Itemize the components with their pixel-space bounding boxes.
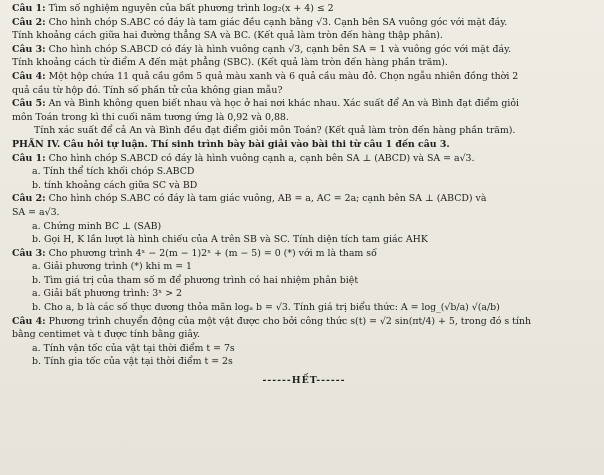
essay-3-b: b. Tìm giá trị của tham số m để phương trình có hai nhiệm phân biệt: [32, 274, 359, 286]
question-5-line: Câu 5: An và Bình không quen biết nhau và học ở hai nơi khác nhau. Xác suất để An và Bình đạt điểm giỏi: [12, 98, 520, 110]
essay-4-b: b. Tính gia tốc của vật tại thời điểm t = 2s: [32, 356, 233, 368]
essay-4-cont: bằng centimet và t được tính bằng giây.: [12, 329, 200, 341]
essay-1-a: a. Tính thể tích khối chóp S.ABCD: [32, 166, 195, 178]
question-2-cont: Tính khoảng cách giữa hai đường thẳng SA và BC. (Kết quả làm tròn đến hàng thập phân).: [12, 30, 443, 42]
essay-4-a: a. Tính vận tốc của vật tại thời điểm t = 7s: [32, 342, 235, 354]
question-4-line: Câu 4: Một hộp chứa 11 quả cầu gồm 5 quả màu xanh và 6 quả cầu màu đỏ. Chọn ngẫu nhiên đồng thời 2: [12, 70, 519, 82]
essay-1-b: b. tính khoảng cách giữa SC và BD: [32, 179, 198, 191]
question-5-cont-2: Tính xác suất để cả An và Bình đều đạt điểm giỏi môn Toán? (Kết quả làm tròn đến hàng phần trăm).: [34, 125, 516, 137]
essay-2-b: b. Gọi H, K lần lượt là hình chiếu của A trên SB và SC. Tính diện tích tam giác AHK: [32, 234, 428, 246]
essay-2-line: Câu 2: Cho hình chóp S.ABC có đáy là tam giác vuông, AB = a, AC = 2a; cạnh bên SA ⊥ (ABCD) và: [12, 193, 487, 205]
essay-3-line: Câu 3: Cho phương trình 4ˣ − 2(m − 1)2ˣ + (m − 5) = 0 (*) với m là tham số: [12, 247, 377, 259]
question-3-line: Câu 3: Cho hình chóp S.ABCD có đáy là hình vuông cạnh √3, cạnh bên SA = 1 và vuông góc với mặt đáy.: [12, 43, 512, 55]
question-4-cont: quả cầu từ hộp đó. Tính số phần tử của không gian mẫu?: [12, 84, 283, 96]
extra-a: a. Giải bất phương trình: 3ˣ > 2: [32, 288, 183, 300]
extra-b: b. Cho a, b là các số thực dương thỏa mãn logₐ b = √3. Tính giá trị biểu thức: A = log_(√b/a) √(a/b): [32, 302, 500, 314]
essay-3-a: a. Giải phương trình (*) khi m = 1: [32, 261, 192, 273]
question-2-line: Câu 2: Cho hình chóp S.ABC có đáy là tam giác đều cạnh bằng √3. Cạnh bên SA vuông góc với mặt đáy.: [12, 16, 508, 28]
question-5-cont: môn Toán trong kì thi cuối năm tương ứng là 0,92 và 0,88.: [12, 111, 289, 123]
essay-4-line: Câu 4: Phương trình chuyển động của một vật được cho bởi công thức s(t) = √2 sin(πt/4) + 5, trong đó s tính: [12, 315, 531, 327]
question-3-cont: Tính khoảng cách từ điểm A đến mặt phẳng (SBC). (Kết quả làm tròn đến hàng phần trăm).: [12, 57, 448, 69]
essay-2-a: a. Chứng minh BC ⊥ (SAB): [32, 220, 162, 232]
essay-1-line: Câu 1: Cho hình chóp S.ABCD có đáy là hình vuông cạnh a, cạnh bên SA ⊥ (ABCD) và SA = a√3.: [12, 152, 475, 164]
essay-2-cont: SA = a√3.: [12, 206, 60, 218]
part-iv-heading: PHẦN IV. Câu hỏi tự luận. Thí sinh trình bày bài giải vào bài thi từ câu 1 đến câu 3.: [12, 138, 450, 150]
question-1-line: Câu 1: Tìm số nghiệm nguyên của bất phương trình log₂(x + 4) ≤ 2: [12, 3, 334, 14]
end-marker: ------HẾT------: [262, 375, 346, 387]
